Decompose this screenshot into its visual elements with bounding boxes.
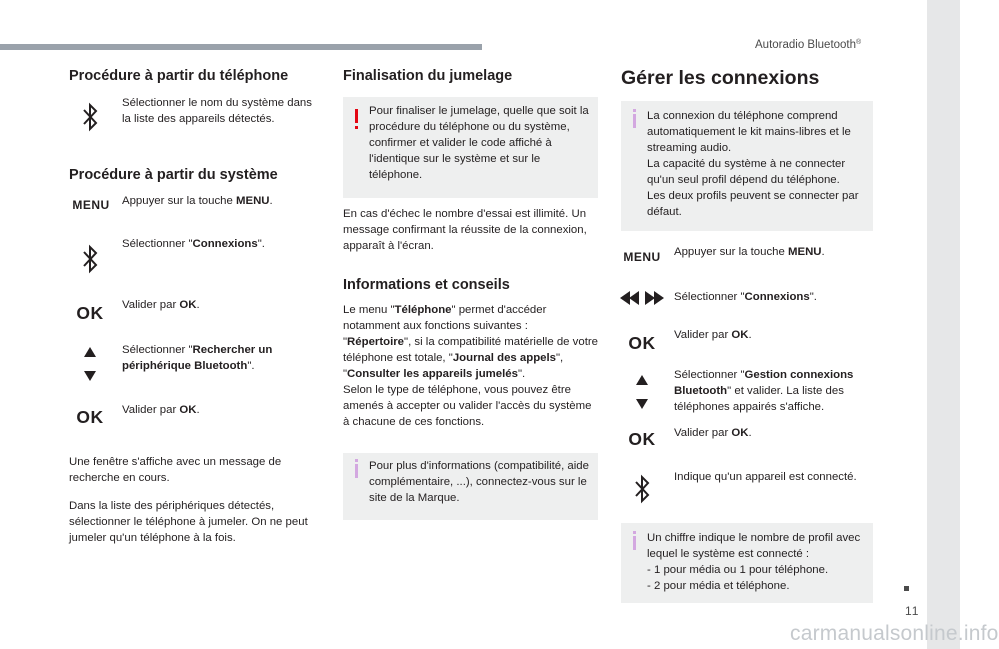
info-text: Pour plus d'informations (compatibilité, aide complémentaire, ...), connectez-vous sur le site de la Marque. (369, 460, 589, 504)
step-select-connexions: Sélectionner "Connexions". (674, 291, 817, 303)
page-margin-strip (927, 0, 960, 649)
top-rule (0, 44, 482, 50)
ok-key-icon: OK (76, 302, 104, 323)
search-message-paragraph: Une fenêtre s'affiche avec un message de recherche en cours. (69, 456, 282, 484)
step-validate-ok: Valider par OK. (674, 329, 752, 341)
warning-icon (355, 109, 358, 123)
ok-key-icon: OK (628, 428, 656, 449)
step-press-menu: Appuyer sur la touche MENU. (674, 246, 825, 258)
up-down-arrows-icon (80, 345, 100, 383)
select-phone-paragraph: Dans la liste des périphériques détectés, sélectionner le téléphone à jumeler. On ne peut jumeler qu'un téléphone à la fois. (69, 500, 308, 544)
ok-key-icon: OK (76, 406, 104, 427)
bluetooth-icon (76, 101, 104, 133)
step-connected-indicator: Indique qu'un appareil est connecté. (674, 471, 857, 483)
page-number: 11 (905, 604, 920, 618)
info-box (621, 523, 873, 603)
step-validate-ok: Valider par OK. (674, 427, 752, 439)
info-icon (633, 536, 636, 550)
info-text: La connexion du téléphone comprend automatiquement le kit mains-libres et le streaming audio. La capacité du système à ne connecter qu'un seul profil dépend du téléphone. Les deux profils peuvent se connecter par défaut. (647, 110, 859, 218)
info-text: Un chiffre indique le nombre de profil avec lequel le système est connecté : - 1 pour média ou 1 pour téléphone. - 2 pour média et téléphone. (647, 532, 861, 592)
info-icon-dot (633, 109, 636, 112)
step-validate-ok: Valider par OK. (122, 404, 200, 416)
warning-text: Pour finaliser le jumelage, quelle que soit la procédure du téléphone ou du système, confirmer et valider le code affiché à l'identique sur le système et sur le téléphone. (369, 105, 589, 181)
step-press-menu: Appuyer sur la touche MENU. (122, 195, 273, 207)
heading-phone-procedure: Procédure à partir du téléphone (69, 68, 289, 84)
bluetooth-icon (76, 243, 104, 275)
heading-pairing-completion: Finalisation du jumelage (343, 68, 513, 84)
ok-key-icon: OK (628, 332, 656, 353)
heading-system-procedure: Procédure à partir du système (69, 167, 278, 183)
phone-menu-paragraph: Le menu "Téléphone" permet d'accéder notamment aux fonctions suivantes : "Répertoire", si la compatibilité matérielle de votre téléphone est totale, "Journal des appels", "Consulter les appareils jumelés". Selon le type de téléphone, vous pouvez être amenés à accepter ou valider l'accès du système à chacune de ces fonctions. (343, 304, 599, 428)
running-header: Autoradio Bluetooth® (755, 39, 862, 51)
menu-key-icon: MENU (623, 250, 661, 264)
step-manage-bluetooth: Sélectionner "Gestion connexions Bluetooth" et valider. La liste des téléphones appairés s'affiche. (674, 369, 854, 413)
heading-info-tips: Informations et conseils (343, 277, 510, 293)
info-icon-dot (355, 459, 358, 462)
step-search-bluetooth: Sélectionner "Rechercher un périphérique Bluetooth". (122, 344, 273, 372)
step-validate-ok: Valider par OK. (122, 299, 200, 311)
step-select-system-name: Sélectionner le nom du système dans la liste des appareils détectés. (122, 97, 312, 125)
menu-key-icon: MENU (72, 198, 110, 212)
info-box (621, 101, 873, 231)
info-icon (355, 464, 358, 478)
failure-paragraph: En cas d'échec le nombre d'essai est illimité. Un message confirmant la réussite de la connexion, apparaît à l'écran. (343, 208, 587, 252)
step-select-connexions: Sélectionner "Connexions". (122, 238, 265, 250)
heading-manage-connections: Gérer les connexions (621, 67, 820, 89)
up-down-arrows-icon (632, 373, 652, 411)
info-box (343, 453, 598, 520)
info-icon-dot (633, 531, 636, 534)
left-right-arrows-icon (619, 290, 665, 306)
watermark: carmanualsonline.info (790, 622, 999, 645)
info-icon (633, 114, 636, 128)
bluetooth-icon (628, 473, 656, 505)
warning-box (343, 97, 598, 198)
warning-icon-dot (355, 126, 358, 129)
continuation-mark (904, 586, 909, 591)
